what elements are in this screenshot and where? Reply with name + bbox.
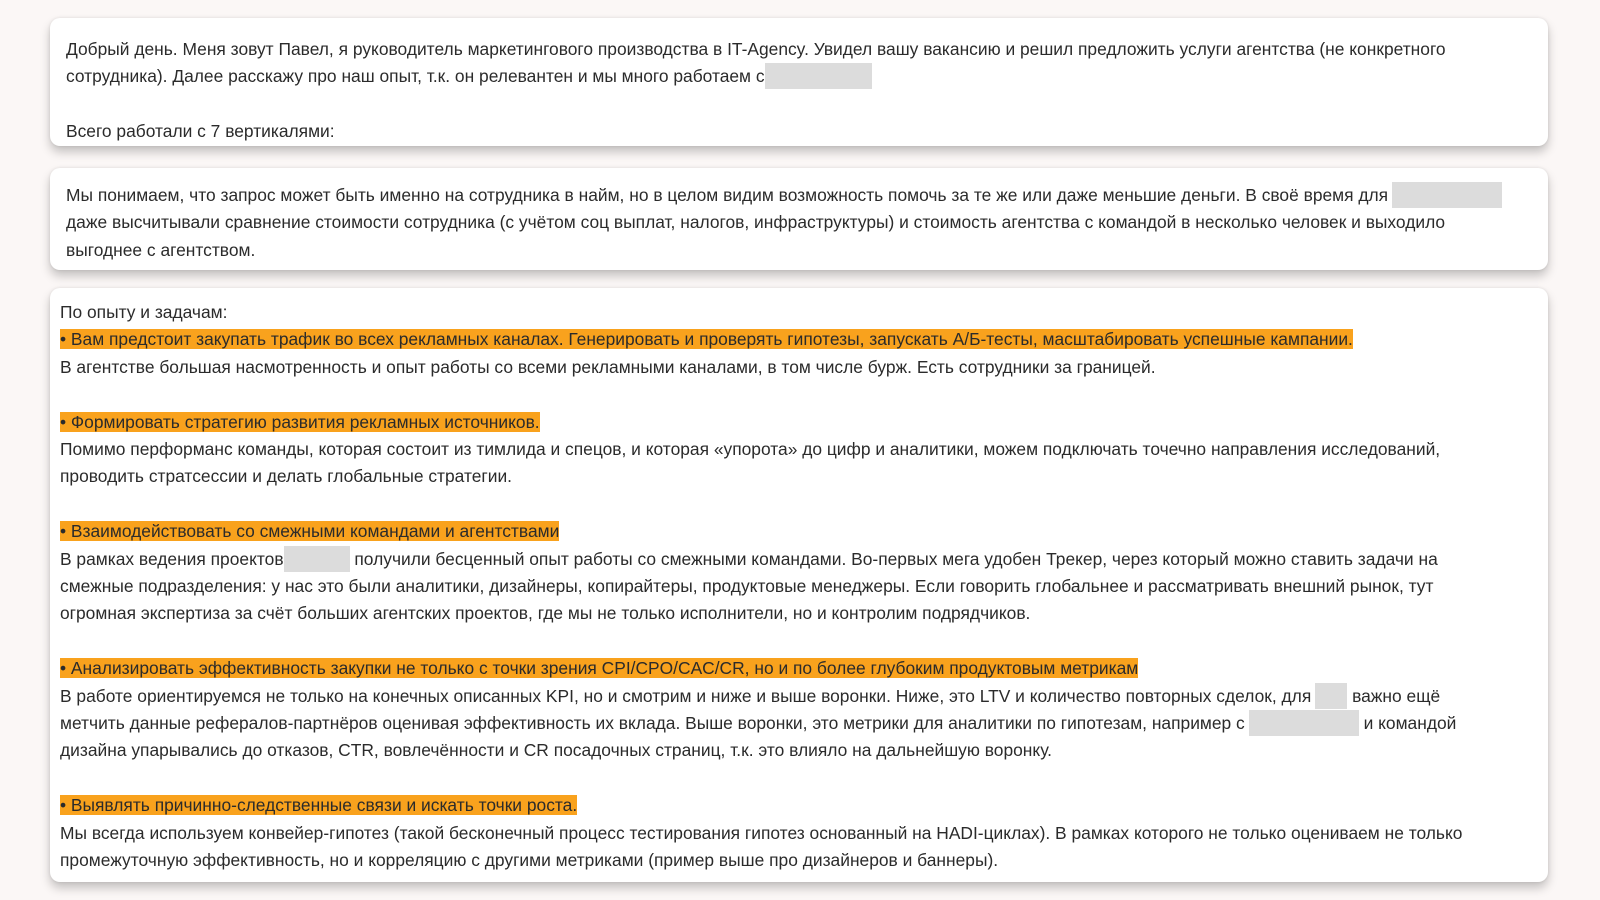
section-heading (60, 518, 1532, 545)
text-line (60, 546, 1532, 573)
text-line: Всего работали с 7 вертикалями: (66, 121, 335, 142)
redacted-block (765, 63, 872, 89)
text-line: Мы всегда используем конвейер-гипотез (такой бесконечный процесс тестирования гипотез основанный на HADI-циклах). В рамках которого не только оцениваем не только (60, 822, 1463, 843)
text-line: В агентстве большая насмотренность и опыт работы со всеми рекламными каналами, в том числе бурж. Есть сотрудники за границей. (60, 356, 1156, 377)
text-line (66, 63, 1532, 90)
message-card-offer (50, 168, 1548, 270)
section-intro: По опыту и задачам: (60, 302, 228, 322)
section-heading (60, 409, 1532, 436)
highlighted-heading: • Формировать стратегию развития рекламных источников. (60, 411, 540, 432)
text-segment: метчить данные рефералов-партнёров оценивая эффективность их вклада. Выше воронки, это метрики для аналитики по гипотезам, например с (60, 713, 1245, 734)
message-card-intro (50, 18, 1548, 146)
text-segment: В рамках ведения проектов (60, 548, 284, 569)
highlighted-heading: • Вам предстоит закупать трафик во всех рекламных каналах. Генерировать и проверять гипотезы, запускать А/Б-тесты, масштабировать успешные кампании. (60, 329, 1353, 350)
text-segment: важно ещё (1347, 685, 1441, 706)
text-segment: и командой (1358, 713, 1457, 734)
redacted-block (1315, 683, 1347, 709)
redacted-block (284, 546, 350, 572)
text-line: дизайна упарывались до отказов, CTR, вовлечённости и CR посадочных страниц, т.к. это влияло на дальнейшую воронку. (60, 740, 1052, 761)
text-segment: В работе ориентируемся не только на конечных описанных KPI, но и смотрим и ниже и выше воронки. Ниже, это LTV и количество повторных сделок, для (60, 685, 1312, 706)
section-heading (60, 792, 1532, 819)
redacted-block (1392, 182, 1502, 208)
text-line (66, 182, 1532, 209)
highlighted-heading: • Выявлять причинно-следственные связи и искать точки роста. (60, 795, 578, 816)
redacted-block (1249, 710, 1359, 736)
text-line: даже высчитывали сравнение стоимости сотрудника (с учётом соц выплат, налогов, инфраструктуры) и стоимость агентства с командой в несколько человек и выходило (66, 212, 1446, 233)
text-line: смежные подразделения: у нас это были аналитики, дизайнеры, копирайтеры, продуктовые менеджеры. Если говорить глобальнее и рассматривать внешний рынок, тут (60, 576, 1434, 597)
text-line (60, 710, 1532, 737)
text-line: промежуточную эффективность, но и корреляцию с другими метриками (пример выше про дизайнеров и баннеры). (60, 850, 999, 871)
text-line: Добрый день. Меня зовут Павел, я руководитель маркетингового производства в IT-Agency. Увидел вашу вакансию и решил предложить услуги агентства (не конкретного (66, 39, 1446, 59)
section-heading (60, 655, 1532, 682)
text-line (60, 683, 1532, 710)
text-line: огромная экспертиза за счёт больших агентских проектов, где мы не только исполнители, но и контролим подрядчиков. (60, 603, 1031, 624)
text-line: выгоднее с агентством. (66, 239, 256, 260)
highlighted-heading: • Анализировать эффективность закупки не только с точки зрения CPI/CPO/CAC/CR, но и по более глубоким продуктовым метрикам (60, 658, 1139, 679)
text-line: Помимо перформанс команды, которая состоит из тимлида и спецов, и которая «упорота» до цифр и аналитики, можем подключать точечно направления исследований, (60, 439, 1441, 460)
message-card-experience (50, 288, 1548, 882)
text-segment: сотрудника). Далее расскажу про наш опыт, т.к. он релевантен и мы много работаем с (66, 66, 765, 87)
section-heading (60, 326, 1532, 353)
text-segment: получили бесценный опыт работы со смежными командами. Во-первых мега удобен Трекер, через который можно ставить задачи на (349, 548, 1438, 569)
highlighted-heading: • Взаимодействовать со смежными командами и агентствами (60, 521, 560, 542)
text-line: проводить стратсессии и делать глобальные стратегии. (60, 466, 512, 487)
text-segment: Мы понимаем, что запрос может быть именно на сотрудника в найм, но в целом видим возможность помочь за те же или даже меньшие деньги. В своё время для (66, 185, 1389, 205)
